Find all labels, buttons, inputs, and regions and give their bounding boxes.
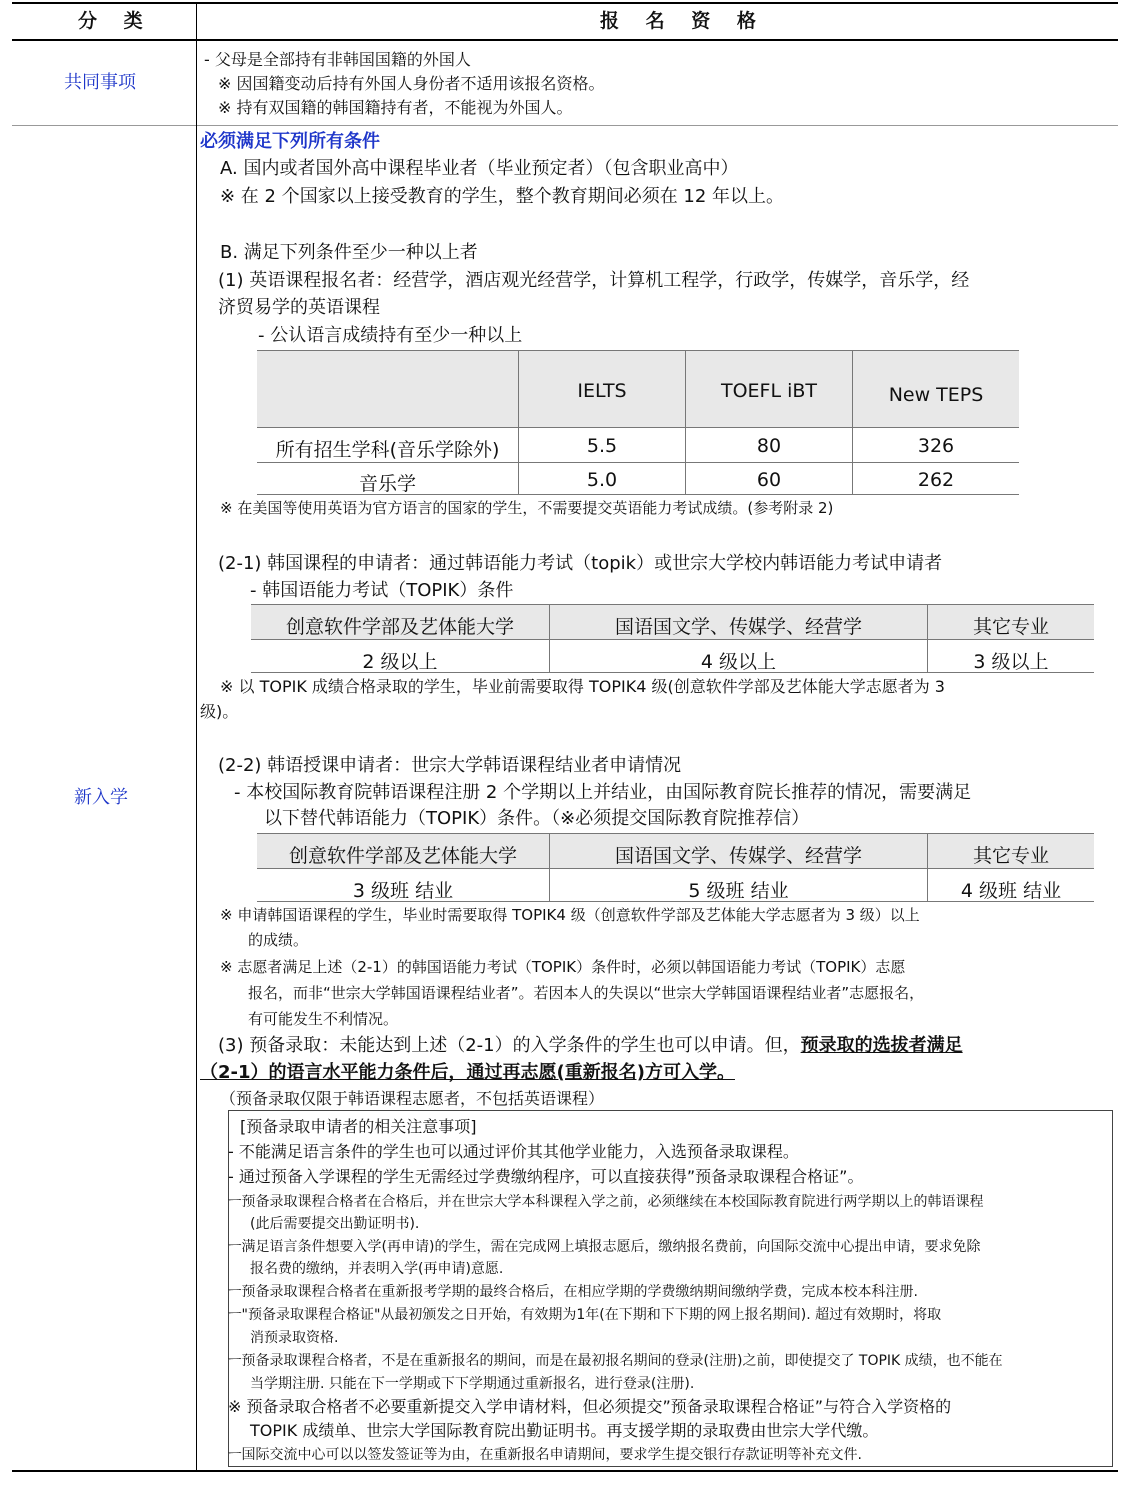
eng-note: ※ 在美国等使用英语为官方语言的国家的学生，不需要提交英语能力考试成绩。(参考附录 2) — [220, 499, 834, 517]
topik-value: 3 级以上 — [973, 651, 1049, 673]
notice-item: 报名费的缴纳，并表明入学(再申请)意愿. — [250, 1261, 504, 1277]
class-header: 国语国文学、传媒学、经营学 — [614, 845, 862, 867]
k22-note-2a: ※ 志愿者满足上述（2-1）的韩国语能力考试（TOPIK）条件时，必须以韩国语能力考试（TOPIK）志愿 — [220, 958, 906, 976]
topik-header: 其它专业 — [972, 616, 1049, 638]
line-b3-1 — [218, 1037, 963, 1055]
section-divider — [12, 125, 1118, 126]
k22-note-2c: 有可能发生不利情况。 — [248, 1010, 399, 1028]
topik-value: 4 级以上 — [700, 651, 777, 673]
k21-note-1: ※ 以 TOPIK 成绩合格录取的学生，毕业前需要取得 TOPIK4 级(创意软件学部及艺体能大学志愿者为 3 — [220, 677, 945, 696]
common-line-3: ※ 持有双国籍的韩国籍持有者，不能视为外国人。 — [218, 98, 573, 117]
class-table-top — [257, 833, 1094, 834]
eng-row-value: 5.0 — [586, 469, 618, 491]
column-divider — [196, 2, 197, 1472]
eng-table-line — [257, 427, 1019, 428]
eng-row-value: 80 — [756, 435, 782, 457]
eng-header-toefl: TOEFL iBT — [720, 380, 818, 402]
k22-note-1b: 的成绩。 — [248, 931, 309, 949]
class-table-line — [257, 868, 1094, 869]
eng-table-top — [257, 350, 1019, 351]
topik-table-top — [251, 604, 1094, 605]
notice-item: ㅡ国际交流中心可以以签发签证等为由，在重新报名申请期间，要求学生提交银行存款证明等补充文件. — [228, 1447, 862, 1463]
line-a: A. 国内或者国外高中课程毕业者（毕业预定者）（包含职业高中） — [220, 158, 739, 179]
notice-item: ※ 预备录取合格者不必要重新提交入学申请材料，但必须提交”预备录取课程合格证”与符合入学资格的 — [228, 1397, 952, 1416]
line-b1-2: 济贸易学的英语课程 — [218, 297, 380, 318]
topik-header: 创意软件学部及艺体能大学 — [285, 616, 514, 638]
class-header: 创意软件学部及艺体能大学 — [288, 845, 517, 867]
header-bottom-border — [12, 39, 1118, 41]
notice-item: ㅡ预备录取课程合格者在重新报考学期的最终合格后，在相应学期的学费缴纳期间缴纳学费，完成本校本科注册. — [228, 1284, 918, 1300]
topik-header: 国语国文学、传媒学、经营学 — [614, 616, 862, 638]
notice-item: ㅡ满足语言条件想要入学(再申请)的学生，需在完成网上填报志愿后，缴纳报名费前，向国际交流中心提出申请，要求免除 — [228, 1239, 981, 1255]
k21-note-2: 级)。 — [200, 702, 239, 721]
eng-row-value: 60 — [756, 469, 782, 491]
line-k21: (2-1) 韩国课程的申请者：通过韩语能力考试（topik）或世宗大学校内韩语能力考试申请者 — [218, 553, 943, 574]
notice-item: ㅡ预备录取课程合格者，不是在重新报名的期间，而是在最初报名期间的登录(注册)之前，即使提交了 TOPIK 成绩，也不能在 — [228, 1353, 1003, 1369]
b3-bold: 预录取的选拔者满足 — [800, 1035, 963, 1056]
notice-item: 消预录取资格. — [250, 1330, 339, 1346]
notice-item: ㅡ"预备录取课程合格证"从最初颁发之日开始，有效期为1年(在下期和下下期的网上报名期间). 超过有效期时，将取 — [228, 1307, 942, 1323]
notice-item: - 通过预备入学课程的学生无需经过学费缴纳程序，可以直接获得”预备录取课程合格证”。 — [228, 1167, 864, 1186]
line-b1-sub: - 公认语言成绩持有至少一种以上 — [258, 325, 523, 346]
class-value: 5 级班 结业 — [688, 880, 789, 902]
notice-item: (此后需要提交出勤证明书). — [250, 1216, 420, 1232]
eng-header-ielts: IELTS — [577, 380, 627, 402]
k22-note-2b: 报名，而非“世宗大学韩国语课程结业者”。若因本人的失误以“世宗大学韩国语课程结业者”志愿报名， — [248, 984, 925, 1002]
class-header: 其它专业 — [972, 845, 1049, 867]
category-new-admission: 新入学 — [74, 787, 128, 808]
b3-note: （预备录取仅限于韩语课程志愿者，不包括英语课程） — [220, 1089, 605, 1108]
eng-table-line — [257, 462, 1019, 463]
k22-note-1a: ※ 申请韩国语课程的学生，毕业时需要取得 TOPIK4 级（创意软件学部及艺体能大学志愿者为 3 级）以上 — [220, 906, 920, 924]
note-a: ※ 在 2 个国家以上接受教育的学生，整个教育期间必须在 12 年以上。 — [220, 186, 785, 207]
line-k22-sub2: 以下替代韩语能力（TOPIK）条件。（※必须提交国际教育院推荐信） — [264, 808, 810, 829]
notice-title: [预备录取申请者的相关注意事项] — [240, 1117, 477, 1136]
must-title: 必须满足下列所有条件 — [200, 131, 380, 152]
top-border — [12, 2, 1118, 4]
eng-row-value: 326 — [917, 435, 955, 457]
header-qualification: 报 名 资 格 — [600, 10, 766, 32]
common-line-2: ※ 因国籍变动后持有外国人身份者不适用该报名资格。 — [218, 74, 605, 93]
class-value: 3 级班 结业 — [352, 880, 454, 902]
eng-row-label: 音乐学 — [358, 473, 416, 495]
topik-value: 2 级以上 — [362, 651, 438, 673]
notice-item: - 不能满足语言条件的学生也可以通过评价其其他学业能力，入选预备录取课程。 — [228, 1142, 799, 1161]
common-line-1: - 父母是全部持有非韩国国籍的外国人 — [204, 50, 471, 69]
topik-table-line — [251, 639, 1094, 640]
bottom-border — [12, 1470, 1118, 1472]
class-value: 4 级班 结业 — [960, 880, 1062, 902]
b3-plain: (3) 预备录取：未能达到上述（2-1）的入学条件的学生也可以申请。但， — [218, 1035, 801, 1056]
notice-item: ㅡ预备录取课程合格者在合格后，并在世宗大学本科课程入学之前，必须继续在本校国际教育院进行两学期以上的韩语课程 — [228, 1194, 984, 1210]
line-k21-sub: - 韩国语能力考试（TOPIK）条件 — [250, 580, 514, 601]
line-k22-sub1: - 本校国际教育院韩语课程注册 2 个学期以上并结业，由国际教育院长推荐的情况，需要满足 — [234, 782, 972, 803]
notice-item: TOPIK 成绩单、世宗大学国际教育院出勤证明书。再支援学期的录取费由世宗大学代缴。 — [250, 1421, 879, 1440]
eng-header-teps: New TEPS — [888, 384, 984, 406]
eng-row-value: 5.5 — [586, 435, 618, 457]
line-b1-1: (1) 英语课程报名者：经营学，酒店观光经营学，计算机工程学，行政学，传媒学，音乐学，经 — [218, 270, 970, 291]
eng-row-value: 262 — [917, 469, 955, 491]
notice-item: 当学期注册. 只能在下一学期或下下学期通过重新报名，进行登录(注册). — [250, 1376, 695, 1392]
header-category: 分 类 — [78, 10, 153, 32]
line-k22: (2-2) 韩语授课申请者：世宗大学韩语课程结业者申请情况 — [218, 755, 682, 776]
line-b: B. 满足下列条件至少一种以上者 — [220, 242, 478, 263]
category-common: 共同事项 — [64, 72, 136, 93]
eng-row-label: 所有招生学科(音乐学除外) — [275, 439, 500, 461]
line-b3-2: （2-1）的语言水平能力条件后，通过再志愿(重新报名)方可入学。 — [200, 1062, 735, 1083]
